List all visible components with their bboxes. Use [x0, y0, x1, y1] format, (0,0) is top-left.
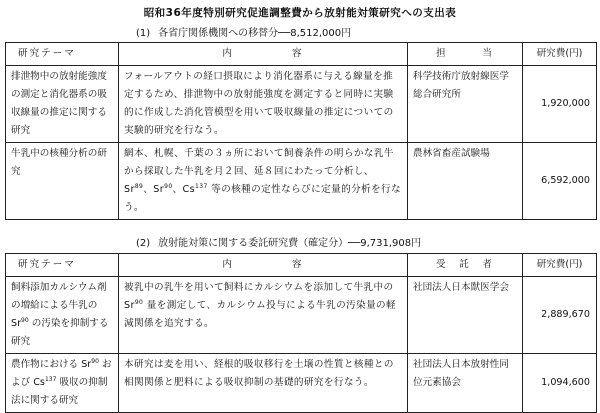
document-title: 昭和36年度特別研究促進調整費から放射能対策研究への支出表	[143, 7, 457, 19]
table-row	[6, 354, 597, 413]
content-cell	[119, 277, 408, 354]
theme-text: の汚染を抑制する研究	[11, 318, 109, 347]
sr90-mass-number: 90	[164, 182, 173, 190]
table-row	[6, 66, 597, 143]
org-cell: 農林省畜産試験場	[408, 143, 523, 220]
cost-cell: 1,094,600	[523, 354, 597, 413]
section1-heading-text: 各省庁関係機関への移替分──8,512,000円	[158, 28, 352, 39]
header-cost: 研究費(円)	[523, 43, 597, 66]
theme-text: 吸収の抑制法に関する研究	[11, 377, 108, 406]
header-content: 内 容	[119, 43, 408, 66]
content-text: 、Sr	[143, 184, 165, 195]
sr90-mass-number: 90	[21, 316, 29, 324]
theme-text: および Cs	[11, 359, 112, 388]
section1-table	[5, 42, 597, 220]
cost-cell: 6,592,000	[523, 143, 597, 220]
cs137-mass-number: 137	[44, 375, 57, 383]
content-text: 被乳中の乳牛を用いて飼料にカルシウムを添加して牛乳中の Sr	[124, 282, 394, 311]
org-cell: 科学技術庁放射線医学総合研究所	[408, 66, 523, 143]
content-text: 量を測定して、カルシウム投与による牛乳の汚染量の軽減関係を追究する。	[124, 300, 397, 329]
header-org: 受 託 者	[408, 254, 523, 277]
theme-text: 飼料添加カルシウム剤の増給による牛乳の Sr	[11, 282, 107, 329]
content-cell: フォールアウトの経口摂取により消化器系に与える線量を推定するため、排泄物中の放射能強度を測定すると同時に実験的に作成した消化管模型を用いて吸収線量の推定についての実験的研究を行なう。	[119, 66, 408, 143]
content-text: 等の核種の定性ならびに定量的分析を行なう。	[124, 184, 402, 213]
theme-text: 農作物における Sr	[11, 359, 92, 370]
cs137-mass-number: 137	[195, 182, 208, 190]
org-cell: 社団法人日本放射性同位元素協会	[408, 354, 523, 413]
cost-cell: 1,920,000	[523, 66, 597, 143]
table-row	[6, 277, 597, 354]
cost-cell: 2,889,670	[523, 277, 597, 354]
header-org: 担 当	[408, 43, 523, 66]
header-content: 内 容	[119, 254, 408, 277]
table-header-row	[6, 254, 597, 277]
content-text: 、Cs	[172, 184, 196, 195]
table-header-row	[6, 43, 597, 66]
sr89-mass-number: 89	[134, 182, 144, 190]
section2-heading	[136, 234, 421, 249]
section1-number: (1)	[136, 28, 151, 39]
content-text: 網本、札幌、千葉の３ヵ所において飼養条件の明らかな乳牛から採取した牛乳を月２回、延８回にわたって分析し、Sr	[124, 148, 394, 195]
table-row	[6, 143, 597, 220]
content-cell: 本研究は麦を用い、経根的吸収移行を土壌の性質と核種との相関関係と肥料による吸収抑制の基礎的研究を行なう。	[119, 354, 408, 413]
section2-table	[5, 253, 597, 413]
section2-number: (2)	[136, 238, 151, 249]
header-theme: 研究テーマ	[6, 43, 119, 66]
content-cell	[119, 143, 408, 220]
theme-cell: 牛乳中の核種分析の研究	[6, 143, 119, 220]
sr90-mass-number: 90	[134, 298, 144, 306]
sr90-mass-number: 90	[91, 357, 99, 365]
header-cost: 研究費(円)	[523, 254, 597, 277]
section2-heading-text: 放射能対策に関する委託研究費（確定分）──9,731,908円	[158, 238, 422, 249]
section1-heading	[136, 24, 351, 39]
header-theme: 研究テーマ	[6, 254, 119, 277]
org-cell: 社団法人日本獣医学会	[408, 277, 523, 354]
theme-cell: 排泄物中の放射能強度の測定と消化器系の吸収線量の推定に関する研究	[6, 66, 119, 143]
theme-cell	[6, 277, 119, 354]
theme-cell	[6, 354, 119, 413]
